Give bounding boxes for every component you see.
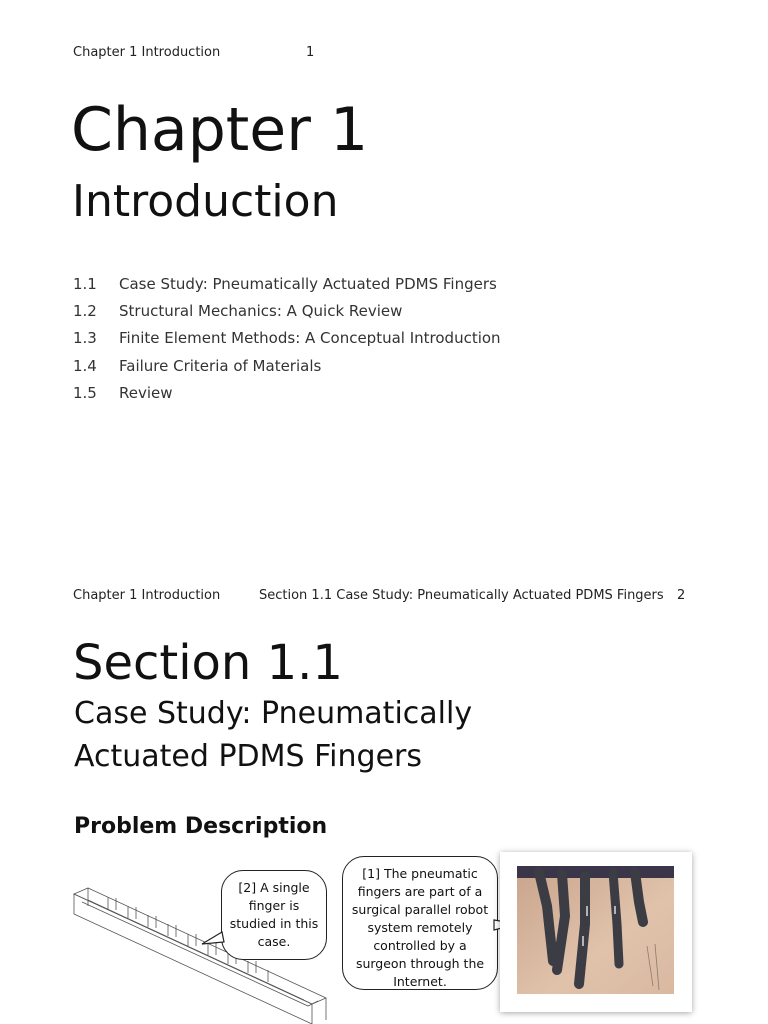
photo-frame bbox=[500, 852, 692, 1012]
toc-item[interactable] bbox=[73, 297, 501, 324]
pdms-fingers-photo bbox=[517, 866, 674, 994]
section-number: Section 1.1 bbox=[73, 635, 343, 691]
toc-item-number: 1.2 bbox=[73, 302, 97, 321]
toc-item-label: Case Study: Pneumatically Actuated PDMS Fingers bbox=[119, 274, 497, 293]
page-number: 1 bbox=[306, 45, 315, 60]
toc-item[interactable] bbox=[73, 380, 501, 407]
toc-item[interactable] bbox=[73, 325, 501, 352]
toc-item-number: 1.5 bbox=[73, 384, 97, 403]
problem-description-heading: Problem Description bbox=[74, 814, 328, 839]
chapter-number: Chapter 1 bbox=[71, 95, 369, 165]
running-head-chapter: Chapter 1 Introduction bbox=[73, 45, 221, 60]
toc-item-label: Failure Criteria of Materials bbox=[119, 356, 322, 375]
toc-item-number: 1.4 bbox=[73, 356, 97, 375]
callout-pneumatic-fingers: [1] The pneumatic fingers are part of a surgical parallel robot system remotely controlled by a surgeon through the Internet. bbox=[342, 856, 498, 990]
toc-item-label: Finite Element Methods: A Conceptual Introduction bbox=[119, 329, 501, 348]
chapter-title: Introduction bbox=[72, 176, 339, 227]
callout-pointer bbox=[200, 930, 230, 950]
running-head-chapter: Chapter 1 Introduction bbox=[73, 588, 221, 603]
toc-item-label: Review bbox=[119, 384, 173, 403]
toc-item-number: 1.3 bbox=[73, 329, 97, 348]
toc-item[interactable] bbox=[73, 270, 501, 297]
running-head-section: Section 1.1 Case Study: Pneumatically Actuated PDMS Fingers bbox=[259, 588, 664, 603]
toc-item-label: Structural Mechanics: A Quick Review bbox=[119, 302, 403, 321]
toc-item-number: 1.1 bbox=[73, 274, 97, 293]
table-of-contents bbox=[73, 270, 501, 407]
section-title: Case Study: Pneumatically Actuated PDMS Fingers bbox=[74, 696, 473, 774]
toc-item[interactable] bbox=[73, 352, 501, 379]
page-number: 2 bbox=[677, 588, 686, 603]
callout-single-finger: [2] A single finger is studied in this case. bbox=[221, 870, 327, 960]
